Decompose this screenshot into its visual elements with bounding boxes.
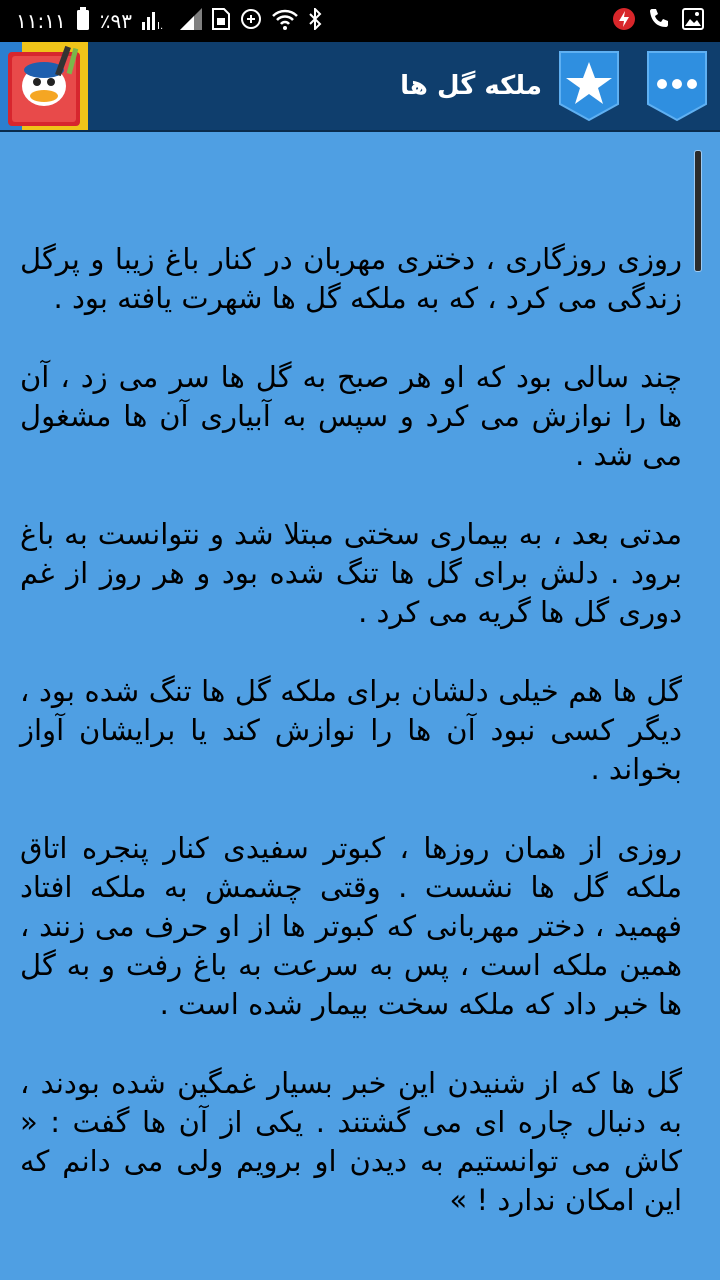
story-paragraph: چند سالی بود که او هر صبح به گل ها سر می زد ، آن ها را نوازش می کرد و سپس به آبیاری آن ها مشغول می شد . [20, 360, 682, 472]
scrollbar-thumb[interactable] [694, 150, 702, 272]
app-thumbnail [0, 42, 88, 130]
app-bar [0, 42, 720, 132]
story-text [20, 240, 682, 1260]
bluetooth-icon [308, 8, 322, 35]
more-button[interactable] [644, 50, 710, 122]
story-paragraph: گل ها هم خیلی دلشان برای ملکه گل ها تنگ شده بود ، دیگر کسی نبود آن ها را نوازش کند یا برایشان آواز بخواند . [20, 674, 682, 786]
favorite-button[interactable] [556, 50, 622, 122]
battery-percent: ٪۹۳ [99, 9, 132, 33]
story-paragraph: گل ها که از شنیدن این خبر بسیار غمگین شده بودند ، به دنبال چاره ای می گشتند . یکی از آن ها گفت : « کاش می توانستیم به دیدن او برویم ولی می دانم که این امکان ندارد ! » [20, 1066, 682, 1217]
status-right [612, 7, 704, 35]
signal-icon [142, 8, 170, 35]
scrollbar[interactable] [694, 150, 702, 1280]
status-bar [0, 0, 720, 42]
flash-icon [612, 7, 636, 35]
phone-icon [648, 8, 670, 34]
wifi-icon [272, 8, 298, 35]
data-saver-icon [240, 8, 262, 35]
image-icon [682, 8, 704, 34]
story-paragraph: روزی از همان روزها ، کبوتر سفیدی کنار پنجره اتاق ملکه گل ها نشست . وقتی چشمش به ملکه افتاد فهمید ، دختر مهربانی که کبوتر ها از او حرف می زنند ، همین ملکه است ، پس به سرعت به باغ رفت و به گل ها خبر داد که ملکه سخت بیمار شده است . [20, 831, 682, 1021]
story-paragraph: مدتی بعد ، به بیماری سختی مبتلا شد و نتوانست به باغ برود . دلش برای گل ها تنگ شده بود و هر روز از غم دوری گل ها گریه می کرد . [20, 517, 682, 629]
page-title: ملکه گل ها [400, 71, 542, 101]
story-paragraph: روزی روزگاری ، دختری مهربان در کنار باغ زیبا و پرگل زندگی می کرد ، که به ملکه گل ها شهرت یافته بود . [20, 242, 682, 315]
more-icon [657, 79, 697, 89]
clock: ۱۱:۱۱ [16, 9, 66, 33]
sim-icon [212, 8, 230, 35]
svg-text:I.: I. [156, 20, 164, 30]
status-left [16, 7, 322, 35]
battery-icon [76, 7, 90, 36]
signal-icon-2 [180, 8, 202, 35]
